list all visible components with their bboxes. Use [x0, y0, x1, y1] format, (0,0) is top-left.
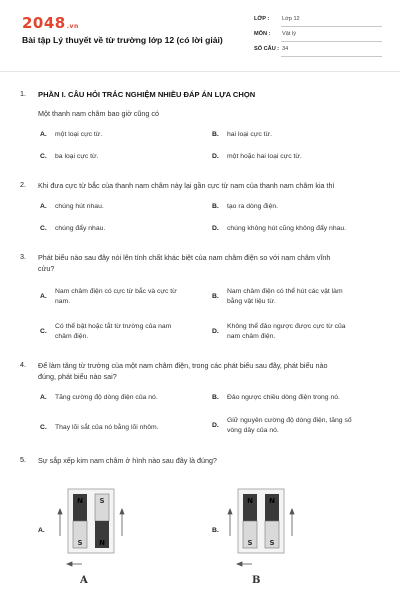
option-text: ba loại cực từ. — [55, 153, 99, 160]
option-label: D. — [212, 422, 219, 429]
meta-value: 34 — [282, 46, 289, 52]
option-text-line: nam châm điện. — [227, 333, 276, 340]
option-label: A. — [38, 527, 45, 534]
pole-label: S — [99, 497, 105, 505]
meta-underline — [281, 26, 382, 27]
meta-key: SỐ CÂU : — [254, 46, 280, 52]
answer-option-c[interactable] — [40, 322, 205, 344]
option-label: D. — [212, 328, 219, 335]
option-label: C. — [40, 424, 47, 431]
option-text-line: Không thể đảo ngược được cực từ của — [227, 323, 346, 330]
option-text-line: châm điện. — [55, 333, 89, 340]
answer-option-d[interactable] — [212, 322, 382, 344]
answer-option-a[interactable] — [40, 287, 205, 309]
option-text: chúng đẩy nhau. — [55, 225, 106, 232]
site-logo[interactable] — [22, 14, 79, 32]
option-text: hai loại cực từ. — [227, 131, 272, 138]
question-number: 2. — [20, 180, 26, 189]
option-label: B. — [212, 203, 219, 210]
answer-option-d[interactable] — [212, 416, 387, 438]
figure-caption: A — [80, 575, 88, 586]
question-number: 3. — [20, 252, 26, 261]
figure-caption: B — [252, 575, 261, 586]
magnet-figure-b[interactable] — [226, 484, 298, 570]
meta-row-class — [254, 16, 382, 24]
option-text-line: Nam châm điện có thể hút các vật làm — [227, 288, 343, 295]
option-text-line: Tăng cường độ dòng điện của nó. — [55, 394, 158, 401]
section-number: 1. — [20, 89, 26, 98]
option-text: chúng không hút cũng không đẩy nhau. — [227, 225, 347, 232]
logo-main: 2048 — [22, 14, 66, 32]
option-label: B. — [212, 527, 219, 534]
pole-label: N — [99, 539, 105, 547]
option-label: B. — [212, 131, 219, 138]
option-label: D. — [212, 153, 219, 160]
magnet-figure-a[interactable] — [56, 484, 128, 570]
option-text-line: vòng dây của nó. — [227, 427, 279, 434]
pole-label: S — [247, 539, 253, 547]
option-text: tạo ra dòng điện. — [227, 203, 279, 210]
option-label: A. — [40, 293, 47, 300]
option-text-line: Thay lõi sắt của nó bằng lõi nhôm. — [55, 424, 159, 431]
option-label: D. — [212, 225, 219, 232]
option-text: một hoặc hai loại cực từ. — [227, 153, 302, 160]
question-text-line: Để làm tăng từ trường của một nam châm điện, trong các phát biểu sau đây, phát biểu nào — [38, 361, 328, 370]
option-label: B. — [212, 293, 219, 300]
question-text-line: Phát biểu nào sau đây nói lên tính chất khác biệt của nam châm điện so với nam châm vĩnh — [38, 253, 331, 262]
option-label: C. — [40, 153, 47, 160]
option-label: B. — [212, 394, 219, 401]
option-text-line: Nam châm điện có cực từ bắc và cực từ — [55, 288, 177, 295]
section-title: PHẦN I. CÂU HỎI TRẮC NGHIỆM NHIỀU ĐÁP ÁN LỰA CHỌN — [38, 90, 256, 99]
document-header — [0, 0, 400, 72]
pole-label: S — [77, 539, 83, 547]
option-label: A. — [40, 394, 47, 401]
pole-label: N — [247, 497, 253, 505]
option-label: A. — [40, 203, 47, 210]
pole-label: S — [269, 539, 275, 547]
question-text: Sự sắp xếp kim nam châm ở hình nào sau đây là đúng? — [38, 456, 217, 465]
question-number: 4. — [20, 360, 26, 369]
option-text: một loại cực từ. — [55, 131, 103, 138]
option-label: C. — [40, 328, 47, 335]
logo-sub: .vn — [66, 23, 79, 30]
question-text-line: cửu? — [38, 264, 55, 273]
meta-key: MÔN : — [254, 31, 271, 37]
option-label: A. — [40, 131, 47, 138]
option-text-line: Giữ nguyên cường độ dòng điện, tăng số — [227, 417, 352, 424]
meta-underline — [281, 41, 382, 42]
pole-label: N — [77, 497, 83, 505]
option-text-line: Đảo ngược chiều dòng điện trong nó. — [227, 394, 340, 401]
option-label: C. — [40, 225, 47, 232]
meta-row-subject — [254, 31, 382, 39]
pole-label: N — [269, 497, 275, 505]
question-number: 5. — [20, 455, 26, 464]
option-text-line: bằng vật liệu từ. — [227, 298, 276, 305]
page-title: Bài tập Lý thuyết về từ trường lớp 12 (có lời giải) — [22, 35, 223, 45]
option-text: chúng hút nhau. — [55, 203, 104, 210]
answer-option-b[interactable] — [212, 287, 382, 309]
meta-value: Vật lý — [282, 31, 296, 37]
meta-underline — [281, 56, 382, 57]
meta-row-count — [254, 46, 382, 54]
question-text: Khi đưa cực từ bắc của thanh nam châm này lại gần cực từ nam của thanh nam châm kia thì — [38, 181, 335, 190]
question-text: Một thanh nam châm bao giờ cũng có — [38, 109, 159, 118]
option-text-line: nam. — [55, 298, 71, 305]
option-text-line: Có thể bật hoặc tắt từ trường của nam — [55, 323, 172, 330]
meta-key: LỚP : — [254, 16, 270, 22]
meta-value: Lớp 12 — [282, 16, 300, 22]
question-text-line: đúng, phát biểu nào sai? — [38, 372, 117, 381]
